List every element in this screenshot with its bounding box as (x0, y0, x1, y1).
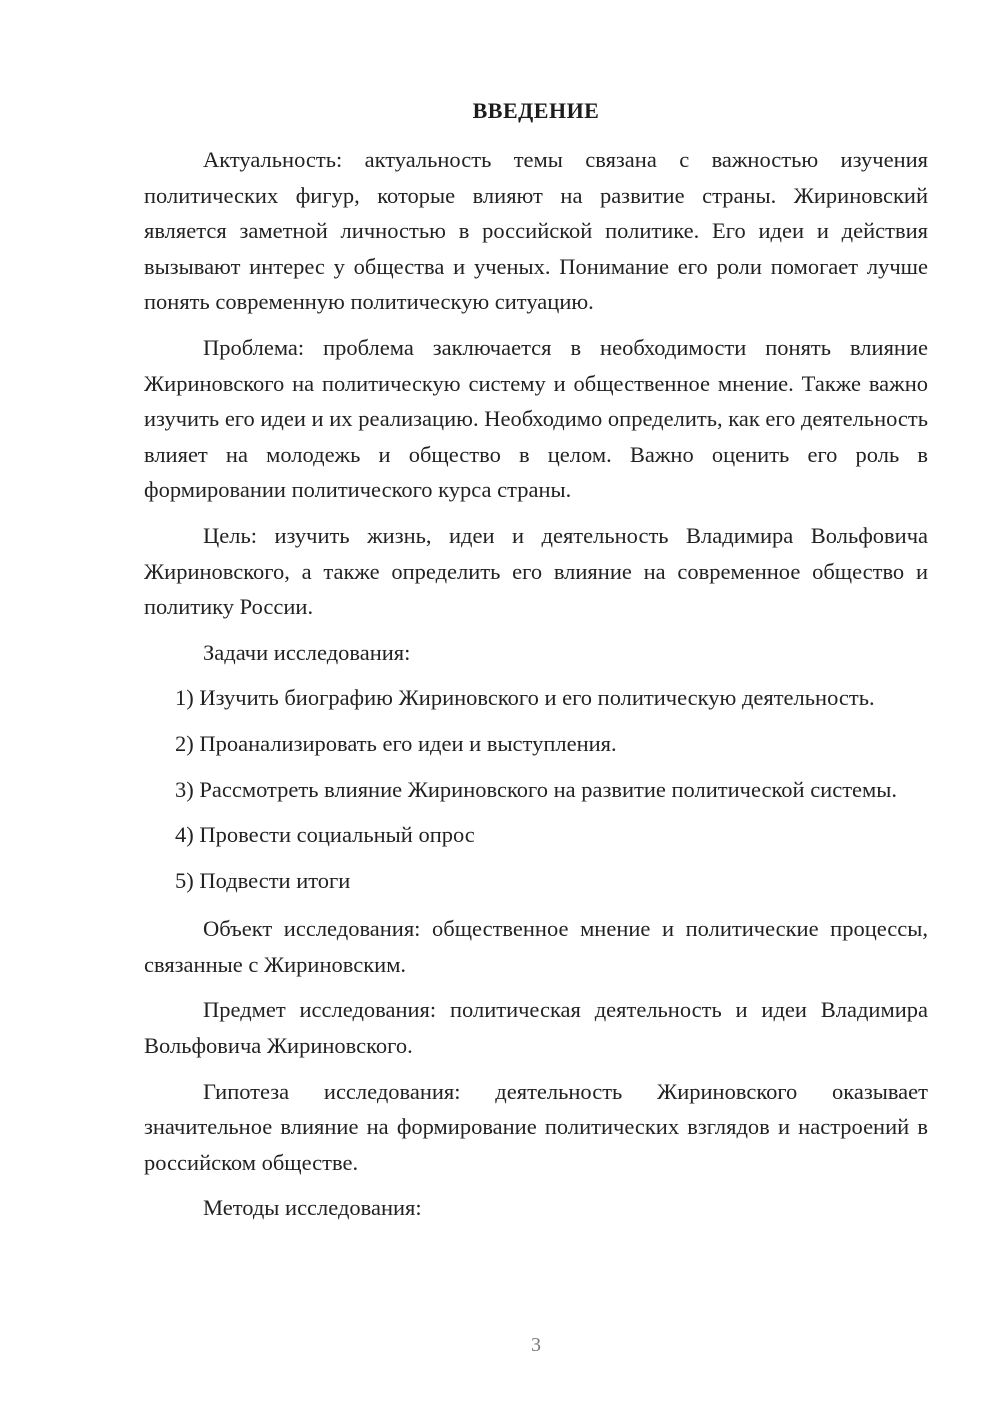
paragraph-hypothesis: Гипотеза исследования: деятельность Жириновского оказывает значительное влияние на формирование политических взглядов и настроений в российском обществе. (144, 1078, 928, 1175)
paragraph-relevance: Актуальность: актуальность темы связана с важностью изучения политических фигур, которые влияют на развитие страны. Жириновский является заметной личностью в российской политике. Его идеи и действия вызывают интерес у общества и ученых. Понимание его роли помогает лучше понять современную политическую ситуацию. (144, 147, 928, 315)
paragraph-goal: Цель: изучить жизнь, идеи и деятельность Владимира Вольфовича Жириновского, а также определить его влияние на современное общество и политику России. (144, 522, 928, 620)
page-title: ВВЕДЕНИЕ (472, 98, 600, 123)
list-item-task-1: 1) Изучить биографию Жириновского и его политическую деятельность. (175, 685, 875, 711)
list-item-task-2: 2) Проанализировать его идеи и выступления. (175, 730, 617, 756)
list-item-task-3: 3) Рассмотреть влияние Жириновского на развитие политической системы. (175, 776, 898, 802)
paragraph-subject: Предмет исследования: политическая деятельность и идеи Владимира Вольфовича Жириновского. (144, 997, 928, 1059)
list-item-task-4: 4) Провести социальный опрос (175, 822, 475, 848)
paragraph-problem: Проблема: проблема заключается в необходимости понять влияние Жириновского на политическую систему и общественное мнение. Также важно изучить его идеи и их реализацию. Необходимо определить, как его деятельность влияет на молодежь и общество в целом. Важно оценить его роль в формировании политического курса страны. (144, 334, 928, 503)
list-item-task-5: 5) Подвести итоги (175, 867, 351, 893)
paragraph-object: Объект исследования: общественное мнение и политические процессы, связанные с Жириновским. (144, 916, 928, 977)
document-body (144, 142, 928, 1226)
page-number: 3 (531, 1334, 541, 1356)
paragraph-methods-heading: Методы исследования: (203, 1195, 422, 1221)
paragraph-tasks-heading: Задачи исследования: (203, 639, 411, 665)
